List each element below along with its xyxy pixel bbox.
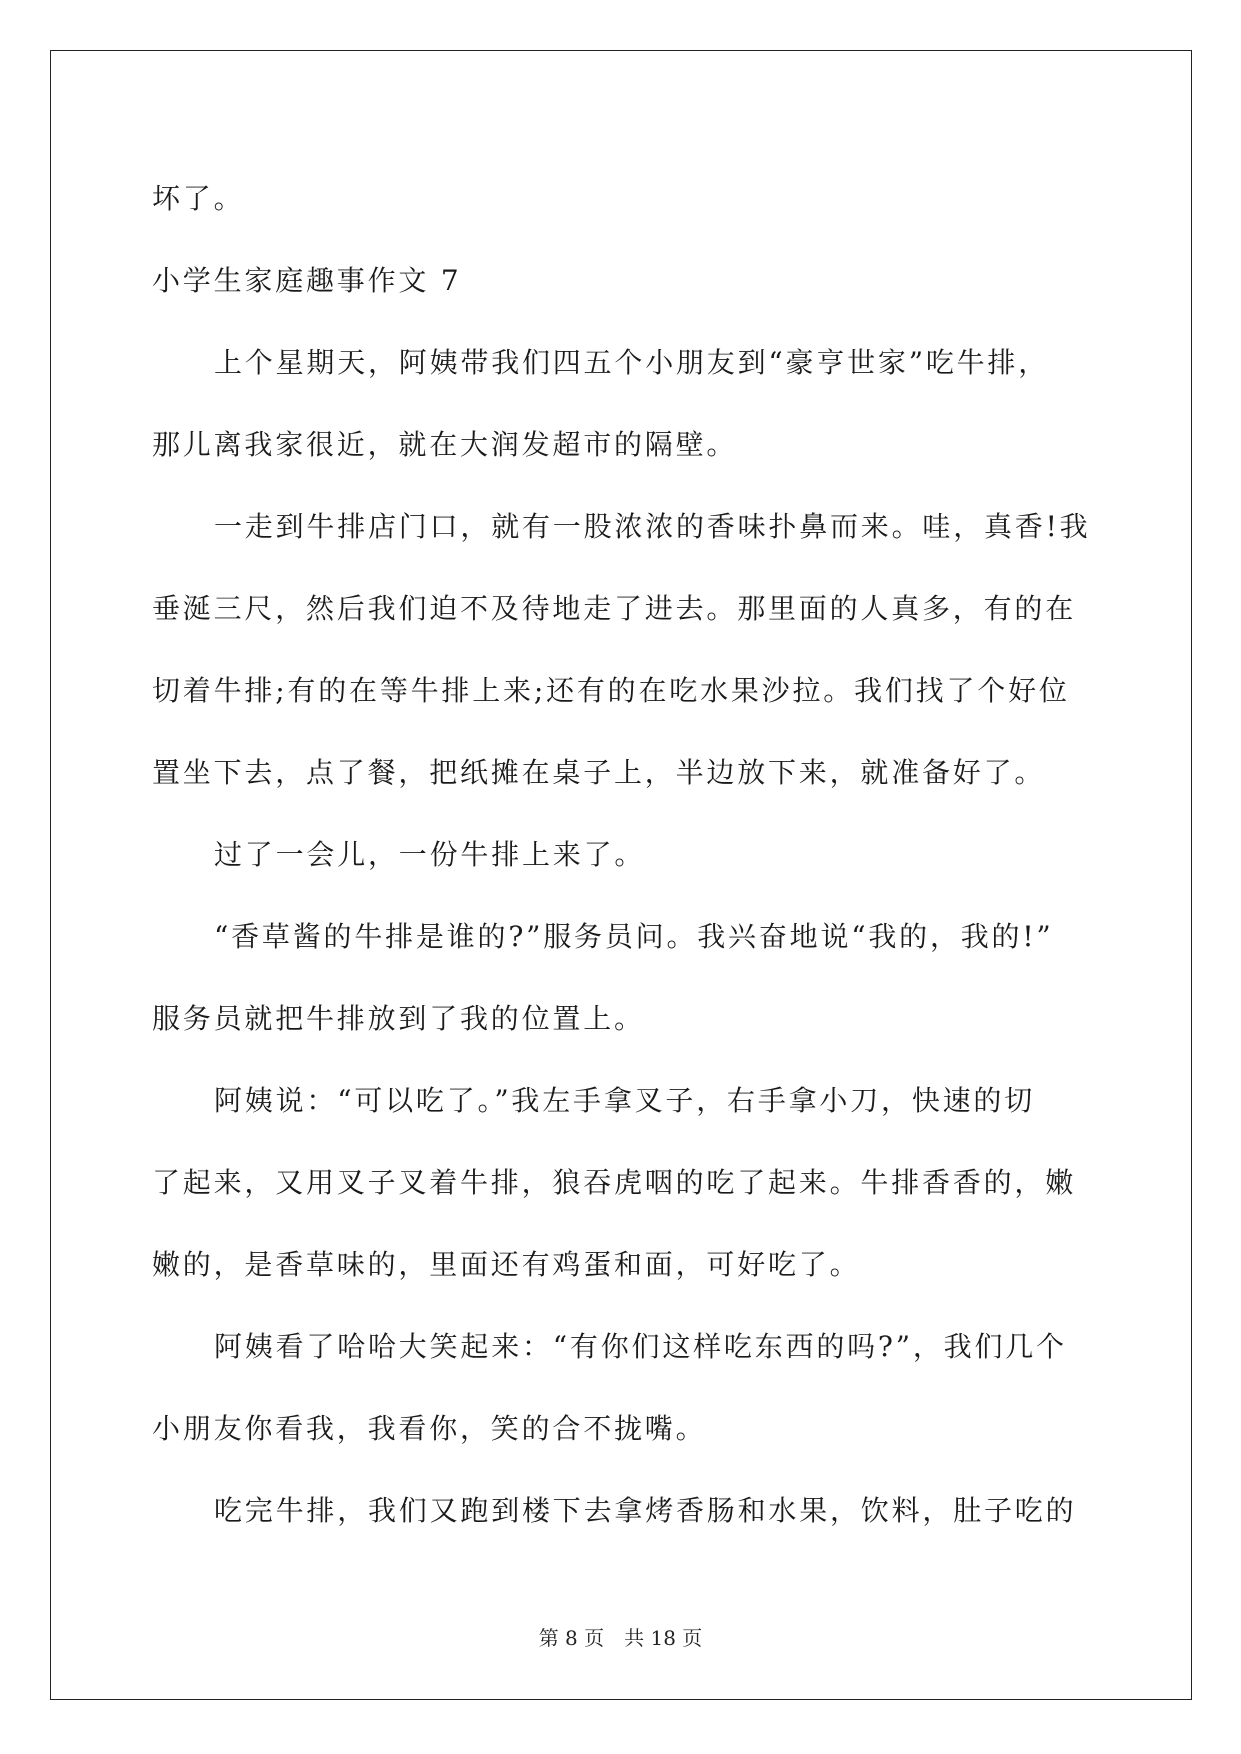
page-total: 共 18 页 — [624, 1626, 703, 1650]
text-line: 服务员就把牛排放到了我的位置上。 — [152, 1002, 645, 1035]
text-line: 阿姨看了哈哈大笑起来：“有你们这样吃东西的吗?”，我们几个 — [214, 1330, 1067, 1363]
text-line: 切着牛排;有的在等牛排上来;还有的在吃水果沙拉。我们找了个好位 — [152, 674, 1070, 707]
page-footer — [0, 1622, 1241, 1651]
text-line: 吃完牛排，我们又跑到楼下去拿烤香肠和水果，饮料，肚子吃的 — [214, 1494, 1077, 1527]
text-line: 坏了。 — [152, 182, 245, 215]
text-line: 阿姨说：“可以吃了。”我左手拿叉子，右手拿小刀，快速的切 — [214, 1084, 1036, 1117]
text-line: 了起来，又用叉子叉着牛排，狼吞虎咽的吃了起来。牛排香香的，嫩 — [152, 1166, 1077, 1199]
text-line: 过了一会儿，一份牛排上来了。 — [214, 838, 646, 871]
text-line: 那儿离我家很近，就在大润发超市的隔壁。 — [152, 428, 738, 461]
text-line: “香草酱的牛排是谁的?”服务员问。我兴奋地说“我的，我的!” — [214, 920, 1054, 953]
page-number: 第 8 页 — [538, 1626, 605, 1650]
section-title: 小学生家庭趣事作文 7 — [152, 264, 462, 297]
text-line: 嫩的，是香草味的，里面还有鸡蛋和面，可好吃了。 — [152, 1248, 861, 1281]
text-line: 垂涎三尺，然后我们迫不及待地走了进去。那里面的人真多，有的在 — [152, 592, 1077, 625]
text-line: 一走到牛排店门口，就有一股浓浓的香味扑鼻而来。哇，真香!我 — [214, 510, 1091, 543]
text-line: 置坐下去，点了餐，把纸摊在桌子上，半边放下来，就准备好了。 — [152, 756, 1046, 789]
document-body — [152, 158, 1092, 1552]
text-line: 上个星期天，阿姨带我们四五个小朋友到“豪亨世家”吃牛排， — [214, 346, 1050, 379]
text-line: 小朋友你看我，我看你，笑的合不拢嘴。 — [152, 1412, 707, 1445]
